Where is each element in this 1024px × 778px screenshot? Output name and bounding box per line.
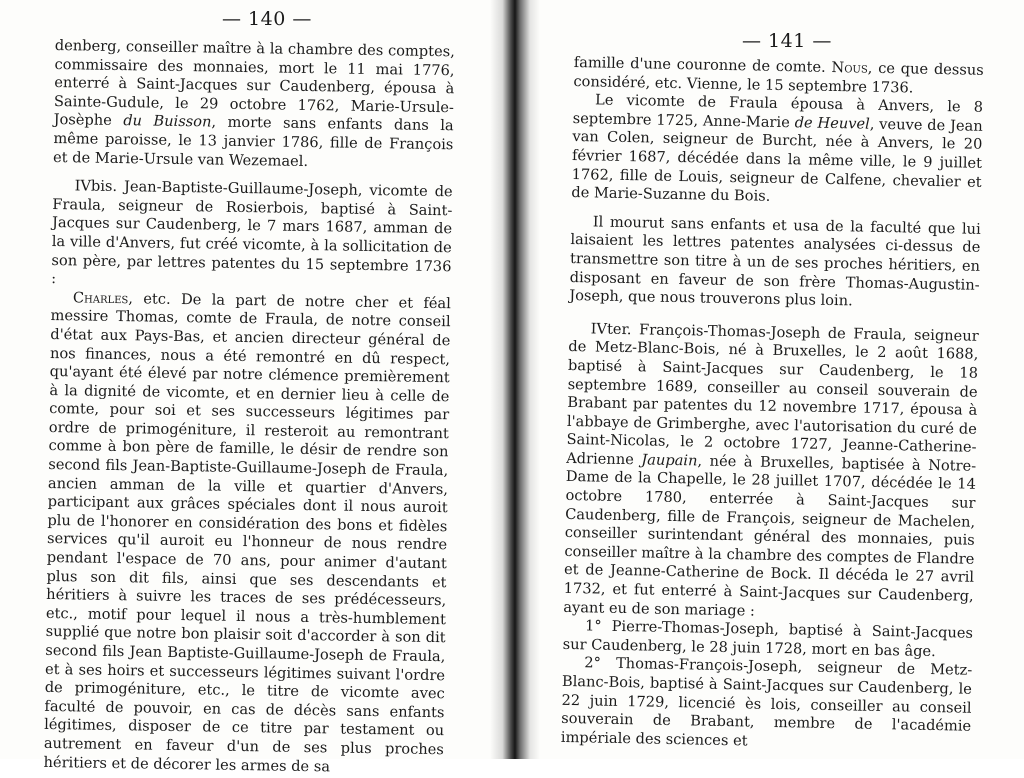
text-run: , née à Bruxelles, baptisée à Notre-Dame de la Chapelle, le 28 juillet 1707, décédée le 14 octobre 1780, enterrée à Saint-Jacques sur Caudenberg, fille de François, seigneur de Machelen, conseiller surintendant général des monnaies, puis conseiller maître à la chambre des comptes de Flandre et de Jeanne-Catherine de Bock. Il décéda le 27 avril 1732, et fut enterré à Saint-Jacques sur Caudenberg, ayant eu de son mariage : (563, 452, 977, 620)
text-run: , morte sans enfants dans la même paroisse, le 13 janvier 1786, fille de François et de Marie-Ursule van Wezemael. (52, 113, 454, 170)
page-number-left: — 140 — (222, 8, 312, 30)
paragraph: IVbis. Jean-Baptiste-Guillaume-Joseph, vicomte de Fraula, seigneur de Rosierbois, baptisé à Saint-Jacques sur Caudenberg, le 7 mars 1687, amman de la ville d'Anvers, fut créé vicomte, à la sollicitation de son père, par lettres patentes du 15 septembre 1736 : (51, 177, 453, 288)
paragraph (53, 37, 455, 173)
text-run: denberg, conseiller maître à la chambre des comptes, commissaire des monnaies, mort le 11 mai 1776, enterré à Saint-Jacques sur Caudenberg, épousa à Sainte-Gudule, le 29 octobre 1762, Marie-Ursule-Josèphe (53, 37, 455, 130)
text-run: IVter. François-Thomas-Joseph de Fraula, seigneur de Metz-Blanc-Bois, né à Bruxelles, le 2 août 1688, baptisé à Saint-Jacques sur Caudenberg, le 18 septembre 1689, conseiller au conseil souverain de Brabant par patentes du 12 novembre 1717, épousa à l'abbaye de Grimberghe, avec l'autorisation du curé de Saint-Nicolas, le 2 octobre 1727, Jeanne-Catherine-Adrienne (566, 320, 979, 469)
paragraph: Il mourut sans enfants et usa de la faculté que lui laisaient les lettres patentes analysées ci-dessus de transmettre son titre à un de ses proches héritiers, en disposant en faveur de son frère Thomas-Augustin-Joseph, que nous trouverons plus loin. (569, 213, 981, 310)
book-gutter-shadow (490, 0, 540, 759)
text-run: , ce que dessus considéré, etc. Vienne, le 15 septembre 1736. (573, 59, 984, 97)
text-run: , veuve de Jean van Colen, seigneur de Burcht, née à Anvers, le 20 février 1687, décédée dans la même ville, le 9 juillet 1762, fille de Louis, seigneur de Calfene, chevalier et de Marie-Suzanne du Bois. (571, 115, 983, 205)
list-item: 2° Thomas-François-Joseph, seigneur de Metz-Blanc-Bois, baptisé à Saint-Jacques sur Caudenberg, le 22 juin 1729, licencié ès lois, conseiller au conseil souverain de Brabant, membre de l'académie impériale des sciences et (560, 654, 973, 750)
small-caps-word: Charles (72, 289, 129, 307)
italic-name: de Heuvel (794, 114, 870, 133)
paragraph (563, 320, 979, 625)
paragraph (43, 289, 451, 778)
text-run: , etc. De la part de notre cher et féal messire Thomas, comte de Fraula, de notre conseil d'état aux Pays-Bas, et ancien directeur général de nos finances, nous a été remontré en dû respect, qu'ayant été élevé par notre clémence premièrement à la dignité de vicomte, et en dernier lieu à celle de comte, pour soi et ses successeurs légitimes par ordre de primogéniture, il resteroit au remontrant comme à bon père de famille, le désir de rendre son second fils Jean-Baptiste-Guillaume-Joseph de Fraula, ancien amman de la ville et quartier d'Anvers, participant aux grâces spéciales dont il nous auroit plu de l'honorer en considération des bons et fidèles services qu'il auroit eu l'honneur de nous rendre pendant l'espace de 70 ans, pour animer d'autant plus son dit fils, ainsi que ses descendants et héritiers à suivre les traces de ses prédécesseurs, etc., motif pour lequel il nous a très-humblement supplié que notre bon plaisir soit d'accorder à son dit second fils Jean Baptiste-Guillaume-Joseph de Fraula, et à ses hoirs et successeurs légitimes suivant l'ordre de primogéniture, etc., le titre de vicomte avec faculté de pouvoir, en cas de décès sans enfants légitimes, disposer de ce titre par testament ou autrement en faveur d'un de ses plus proches héritiers et de décorer les armes de sa (43, 289, 451, 775)
text-run: Le vicomte de Fraula épousa à Anvers, le 8 septembre 1725, Anne-Marie (572, 91, 984, 131)
page-number-right: — 141 — (742, 30, 832, 52)
left-page (0, 0, 505, 775)
italic-name: Jaupain (641, 451, 698, 470)
small-caps-word: Nous (831, 58, 868, 77)
italic-name: du Buisson (123, 112, 212, 131)
right-page (532, 0, 1024, 759)
left-page-text (43, 37, 454, 778)
list-item: 1° Pierre-Thomas-Joseph, baptisé à Saint-Jacques sur Caudenberg, le 28 juin 1728, mort en bas âge. (562, 617, 974, 660)
right-page-text (561, 54, 984, 755)
text-run: famille d'une couronne de comte. (573, 54, 826, 76)
paragraph (571, 91, 983, 210)
